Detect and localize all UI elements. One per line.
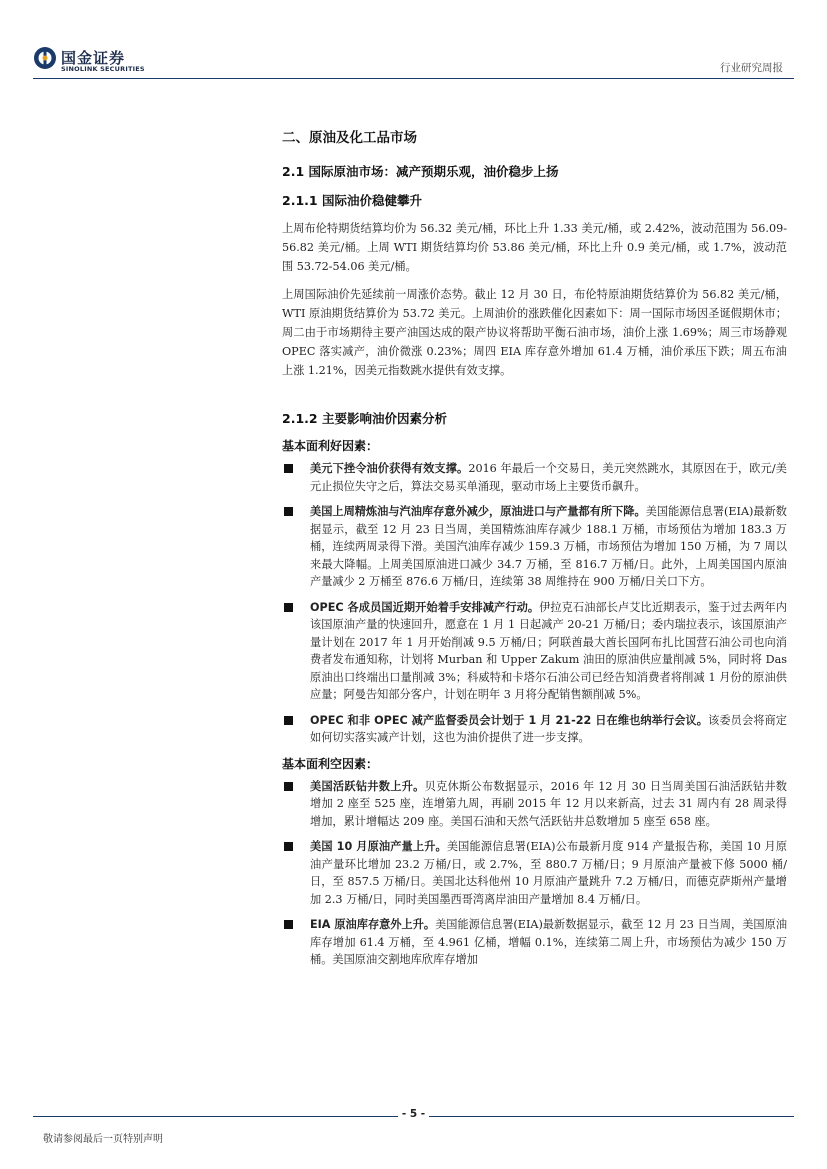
subsection-title-2-1-2: 2.1.2 主要影响油价因素分析 xyxy=(282,411,447,426)
bullet-text: 美国能源信息署(EIA)最新数据显示，截至 12 月 23 日当周，美国精炼油库存减少 188.1 万桶，市场预估为增加 183.3 万桶，连续两周录得下滑。美国汽油库存减少 159.3 万桶，市场预估为增加 150 万桶，为 7 周以来最大降幅。上周美国原油进口减少 34.7 万桶，至 816.7 万桶/日。此外，上周美国国内原油产量减少 2 万桶至 876.6 万桶/日，连续第 38 周维持在 900 万桶/日关口下方。 xyxy=(310,505,787,588)
list-item xyxy=(282,916,787,969)
paragraph-price-summary: 上周布伦特期货结算均价为 56.32 美元/桶，环比上升 1.33 美元/桶，或 2.42%，波动范围为 56.09-56.82 美元/桶。上周 WTI 期货结算均价 53.86 美元/桶，环比上升 0.9 美元/桶，或 1.7%，波动范围 53.72-54.06 美元/桶。 xyxy=(282,222,787,273)
bullet-text: 美国能源信息署(EIA)最新数据显示，截至 12 月 23 日当周，美国原油库存增加 61.4 万桶，至 4.961 亿桶，增幅 0.1%，连续第二周上升，市场预估为减少 150 万桶。美国原油交割地库欣库存增加 xyxy=(310,918,788,966)
positive-factors-heading: 基本面利好因素： xyxy=(282,439,379,453)
square-bullet-icon xyxy=(284,920,293,929)
logo-chinese-name: 国金证券 xyxy=(61,49,126,67)
company-logo xyxy=(33,46,153,78)
logo-english-name: SINOLINK SECURITIES xyxy=(61,65,145,73)
list-item xyxy=(282,838,787,908)
bullet-text: 2016 年最后一个交易日，美元突然跳水，其原因在于，欧元/美元止损位失守之后，算法交易买单涌现，驱动市场上主要货币飙升。 xyxy=(310,462,787,493)
list-item xyxy=(282,778,787,831)
footer-disclaimer: 敬请参阅最后一页特别声明 xyxy=(43,1134,163,1145)
bullet-text: 贝克休斯公布数据显示，2016 年 12 月 30 日当周美国石油活跃钻井数增加 2 座至 525 座，连增第九周，再刷 2015 年 12 月以来新高，过去 31 周内有 28 周录得增加，累计增幅达 209 座。美国石油和天然气活跃钻井总数增加 5 座至 658 座。 xyxy=(310,779,787,828)
main-content xyxy=(282,126,787,977)
list-item xyxy=(282,599,787,704)
bullet-lead: 美元下挫令油价获得有效支撑。 xyxy=(310,462,469,475)
negative-factors-heading: 基本面利空因素： xyxy=(282,756,379,771)
paragraph-price-drivers: 上周国际油价先延续前一周涨价态势。截止 12 月 30 日，布伦特原油期货结算价为 56.82 美元/桶，WTI 原油期货结算价为 53.72 美元。上周油价的涨跌催化因素如下：周一国际市场因圣诞假期休市；周二由于市场期待主要产油国达成的限产协议将帮助平衡石油市场，油价上涨 1.69%；周三市场静观 OPEC 落实减产，油价微涨 0.23%；周四 EIA 库存意外增加 61.4 万桶，油价承压下跌；周五布油上涨 1.21%，因美元指数跳水提供有效支撑。 xyxy=(282,288,787,377)
spacer xyxy=(282,389,787,409)
header-divider xyxy=(33,78,794,79)
square-bullet-icon xyxy=(284,716,293,725)
bullet-text: 伊拉克石油部长卢艾比近期表示，鉴于过去两年内该国原油产量的快速回升，愿意在 1 月 1 日起减产 20-21 万桶/日；委内瑞拉表示，该国原油产量计划在 2017 年 1 月开始削减 9.5 万桶/日；阿联酋最大酋长国阿布扎比国营石油公司也向消费者发布通知称，计划将 Murban 和 Upper Zakum 油田的原油供应量削减 5%，同时将 Das 原油出口终端出口量削减 3%；科威特和卡塔尔石油公司已经告知消费者将削减 1 月份的原油供应量；阿曼告知部分客户，计划在明年 3 月将分配销售额削减 5%。 xyxy=(310,600,787,701)
page-number-wrap xyxy=(0,1108,827,1120)
report-type-label: 行业研究周报 xyxy=(720,62,783,74)
subsection-title-2-1: 2.1 国际原油市场：减产预期乐观，油价稳步上扬 xyxy=(282,164,559,179)
subsection-title-2-1-1: 2.1.1 国际油价稳健攀升 xyxy=(282,193,422,208)
bullet-text: 该委员会将商定如何切实落实减产计划，这也为油价提供了进一步支撑。 xyxy=(310,713,787,744)
list-item xyxy=(282,460,787,495)
square-bullet-icon xyxy=(284,464,293,473)
bullet-text: 美国能源信息署(EIA)公布最新月度 914 产量报告称，美国 10 月原油产量环比增加 23.2 万桶/日，或 2.7%，至 880.7 万桶/日；9 月原油产量被下修 5000 桶/日，至 857.5 万桶/日。美国北达科他州 10 月原油产量跳升 7.2 万桶/日，而德克萨斯州产量增加 2.3 万桶/日，同时美国墨西哥湾离岸油田产量增加 8.4 万桶/日。 xyxy=(310,840,788,906)
section-title: 二、原油及化工品市场 xyxy=(282,130,417,146)
square-bullet-icon xyxy=(284,782,293,791)
bullet-lead: EIA 原油库存意外上升。 xyxy=(310,918,436,931)
bullet-lead: OPEC 各成员国近期开始着手安排减产行动。 xyxy=(310,600,540,614)
list-item xyxy=(282,503,787,591)
bullet-lead: 美国上周精炼油与汽油库存意外减少，原油进口与产量都有所下降。 xyxy=(310,505,646,518)
square-bullet-icon xyxy=(284,507,293,516)
bullet-lead: 美国活跃钻井数上升。 xyxy=(310,779,425,793)
square-bullet-icon xyxy=(284,603,293,612)
page-number: - 5 - xyxy=(398,1108,429,1120)
sinolink-logo-icon xyxy=(33,46,57,70)
square-bullet-icon xyxy=(284,842,293,851)
list-item xyxy=(282,712,787,747)
bullet-lead: OPEC 和非 OPEC 减产监督委员会计划于 1 月 21-22 日在维也纳举行会议。 xyxy=(310,713,709,727)
bullet-lead: 美国 10 月原油产量上升。 xyxy=(310,840,447,853)
page-header xyxy=(0,0,827,80)
